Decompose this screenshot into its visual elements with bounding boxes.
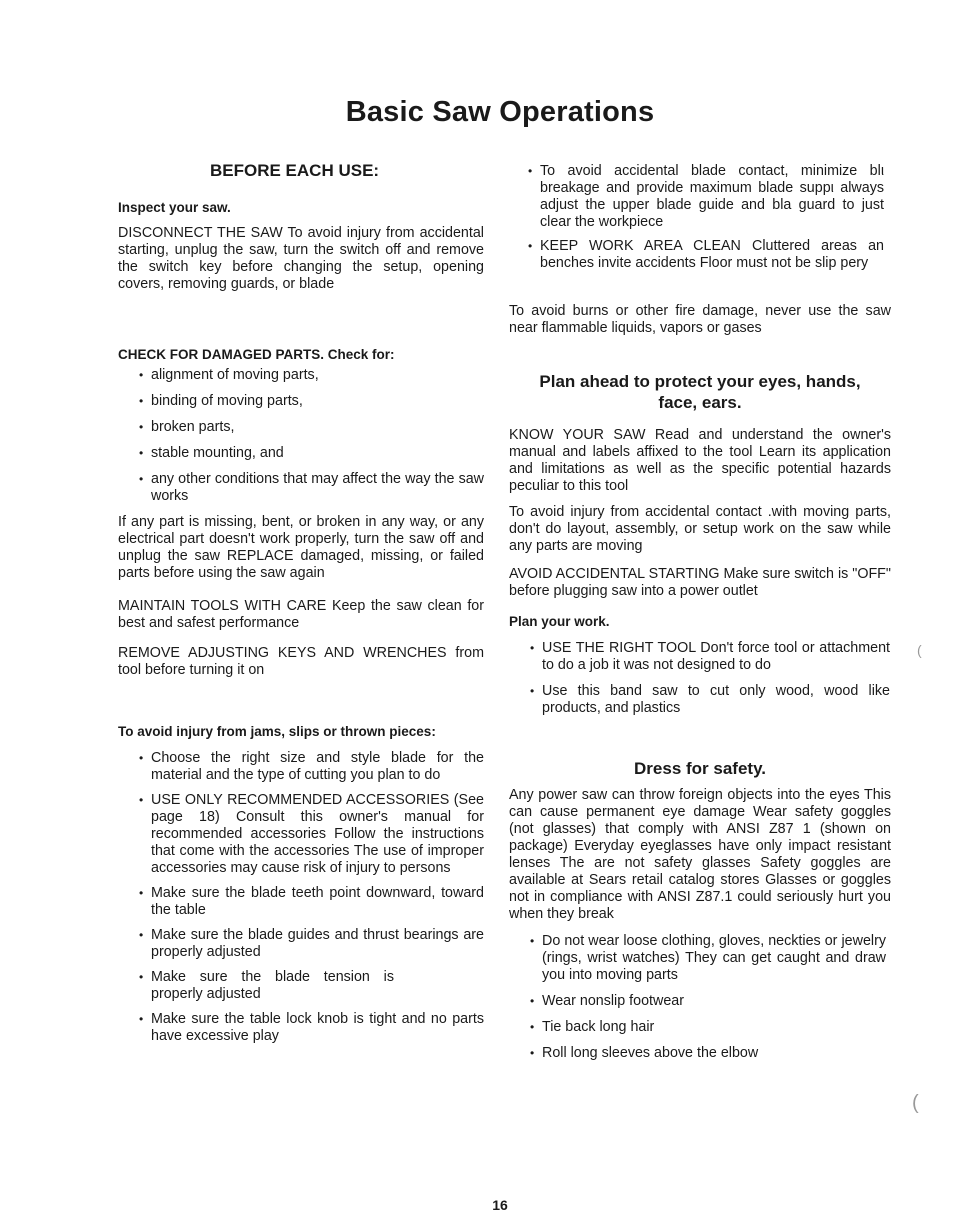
list-item: • Make sure the blade teeth point downward, toward the table [137,885,484,919]
margin-mark: ( [917,642,922,658]
plan-ahead-heading-line1: Plan ahead to protect your eyes, hands, [539,372,861,391]
plan-ahead-heading [509,371,891,413]
check-damaged-heading: CHECK FOR DAMAGED PARTS. Check for: [118,347,395,362]
list-item: • Wear nonslip footwear [528,993,886,1010]
list-item: • USE ONLY RECOMMENDED ACCESSORIES (See page 18) Consult this owner's manual for recommended accessories Follow the instructions that come with the accessories The use of improper accessories may cause risk of injury to persons [137,792,484,877]
plan-work-heading: Plan your work. [509,614,610,629]
dress-safety-heading: Dress for safety. [634,759,766,778]
before-each-use-heading: BEFORE EACH USE: [210,161,380,180]
list-item: • Do not wear loose clothing, gloves, neckties or jewelry (rings, wrist watches) They can get caught and draw you into moving parts [528,933,886,984]
plan-ahead-heading-line2: face, ears. [658,393,742,412]
list-item: • To avoid accidental blade contact, minimize blι breakage and provide maximum blade suppι always adjust the upper blade guide and bla guard to just clear the workpiece [526,163,884,231]
list-item: • alignment of moving parts, [137,367,484,384]
remove-keys-paragraph: REMOVE ADJUSTING KEYS AND WRENCHES from tool before turning it on [118,645,484,678]
margin-mark: ( [912,1092,919,1114]
jams-heading: To avoid injury from jams, slips or thrown pieces: [118,724,436,739]
top-right-list [526,163,884,272]
list-item: • KEEP WORK AREA CLEAN Cluttered areas an benches invite accidents Floor must not be slip pery [526,238,884,272]
avoid-starting-paragraph: AVOID ACCIDENTAL STARTING Make sure switch is "OFF" before plugging saw into a power outlet [509,566,891,599]
know-your-saw-paragraph: KNOW YOUR SAW Read and understand the owner's manual and labels affixed to the tool Learn its application and limitations as well as the specific potential hazards peculiar to this tool [509,427,891,494]
list-item: • Make sure the blade tension is properly adjusted [137,969,484,1003]
dress-list [528,933,886,1062]
list-item: • binding of moving parts, [137,393,484,410]
list-item: • USE THE RIGHT TOOL Don't force tool or attachment to do a job it was not designed to do [528,640,890,674]
missing-parts-paragraph: If any part is missing, bent, or broken in any way, or any electrical part doesn't work properly, turn the saw off and unplug the saw REPLACE damaged, missing, or failed parts before using the saw again [118,514,484,581]
inspect-heading: Inspect your saw. [118,200,231,215]
list-item: • stable mounting, and [137,445,484,462]
accidental-contact-paragraph: To avoid injury from accidental contact .with moving parts, don't do layout, assembly, or setup work on the saw while any parts are moving [509,504,891,554]
list-item: • Make sure the blade guides and thrust bearings are properly adjusted [137,927,484,961]
list-item: • Make sure the table lock knob is tight and no parts have excessive play [137,1011,484,1045]
list-item: • Use this band saw to cut only wood, wood like products, and plastics [528,683,890,717]
check-list [137,367,484,505]
list-item: • broken parts, [137,419,484,436]
list-item: • Choose the right size and style blade for the material and the type of cutting you plan to do [137,750,484,784]
jams-list [137,750,484,1045]
burns-paragraph: To avoid burns or other fire damage, never use the saw near flammable liquids, vapors or gases [509,303,891,336]
dress-paragraph: Any power saw can throw foreign objects into the eyes This can cause permanent eye damage Wear safety goggles (not glasses) that comply with ANSI Z87 1 (shown on package) Everyday eyeglasses have only impact resistant lenses The are not safety glasses Safety goggles are available at Sears retail catalog stores Glasses or goggles not in compliance with ANSI Z87.1 could seriously hurt you when they break [509,787,891,922]
plan-work-list [528,640,890,717]
page-title: Basic Saw Operations [345,96,655,128]
list-item: • Roll long sleeves above the elbow [528,1045,886,1062]
maintain-paragraph: MAINTAIN TOOLS WITH CARE Keep the saw clean for best and safest performance [118,598,484,631]
page-number: 16 [492,1197,508,1213]
list-item: • Tie back long hair [528,1019,886,1036]
list-item: • any other conditions that may affect the way the saw works [137,471,484,505]
disconnect-paragraph: DISCONNECT THE SAW To avoid injury from accidental starting, unplug the saw, turn the switch off and remove the switch key before changing the setup, opening covers, removing guards, or blade [118,225,484,292]
